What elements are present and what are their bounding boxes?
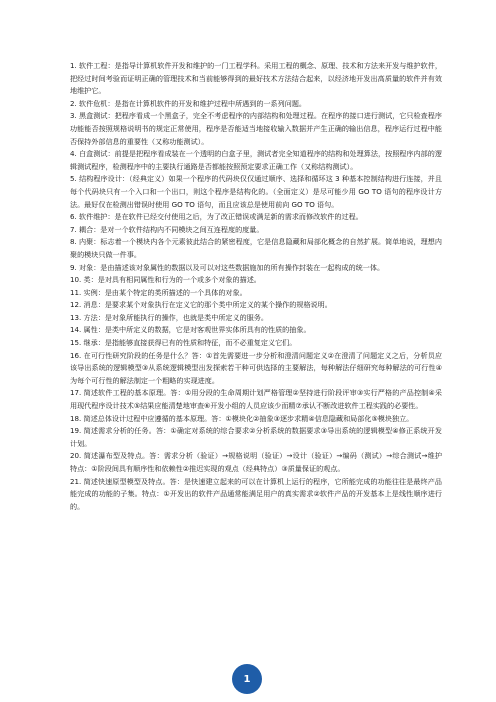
page-number-badge: 1 — [232, 664, 262, 694]
entry-16: 16. 在可行性研究阶段的任务是什么？答：①首先需要进一步分析和澄清问题定义②在澄清了问题定义之后，分析员应该导出系统的逻辑模型③从系统逻辑模型出发探索若干种可供选择的主要解法，每种解法仔细研究每种解法的可行性④为每个可行性的解法制定一个粗略的实现进度。 — [70, 350, 442, 385]
document-body — [70, 60, 450, 513]
entry-10: 10. 类：是对具有相同属性和行为的一个或多个对象的描述。 — [70, 275, 261, 285]
entry-4: 4. 白盒测试：前提是把程序看成装在一个透明的白盒子里，测试者完全知道程序的结构和处理算法，按照程序内部的逻辑测试程序，检测程序中的主要执行通路是否都能按照预定要求正确工作（又称结构测试）。 — [70, 149, 442, 171]
entry-18: 18. 简述总体设计过程中应遵循的基本原理。答：①模块化②抽象③逐步求精④信息隐藏和局部化⑤模块独立。 — [70, 413, 414, 423]
entry-12: 12. 消息：是要求某个对象执行在定义它的那个类中所定义的某个操作的规格说明。 — [70, 300, 332, 310]
entry-20: 20. 简述瀑布型及特点。答：需求分析（验证）→规格说明（验证）→设计（验证）→编码（测试）→综合测试→维护 特点：①阶段间具有顺序性和依赖性②推迟实现的观点（经典特点）③质量保证的观点。 — [70, 451, 450, 473]
entry-19: 19. 简述需求分析的任务。答：①确定对系统的综合要求②分析系统的数据要求③导出系统的逻辑模型④修正系统开发计划。 — [70, 426, 442, 448]
entry-1: 1. 软件工程：是指导计算机软件开发和维护的一门工程学科。采用工程的概念、原理、技术和方法来开发与维护软件，把经过时间考验而证明正确的管理技术和当前能够得到的最好技术方法结合起来，以经济地开发出高质量的软件并有效地维护它。 — [70, 61, 442, 96]
entry-7: 7. 耦合：是对一个软件结构内不同模块之间互连程度的度量。 — [70, 224, 264, 234]
entry-11: 11. 实例：是由某个特定的类所描述的一个具体的对象。 — [70, 287, 247, 297]
entry-14: 14. 属性：是类中所定义的数据，它是对客观世界实体所具有的性质的抽象。 — [70, 325, 311, 335]
entry-21: 21. 简述快速原型模型及特点。答：是快速建立起来的可以在计算机上运行的程序，它所能完成的功能往往是最终产品能完成的功能的子集。特点：①开发出的软件产品通常能满足用户的真实需求②软件产品的开发基本上是线性顺序进行的。 — [70, 476, 442, 511]
entry-9: 9. 对象：是由描述该对象属性的数据以及可以对这些数据施加的所有操作封装在一起构成的统一体。 — [70, 262, 385, 272]
entry-17: 17. 简述软件工程的基本原理。答：①用分段的生命周期计划严格管理②坚持进行阶段评审③实行严格的产品控制④采用现代程序设计技术⑤结果应能清楚地审查⑥开发小组的人员应该少而精⑦承认不断改进软件工程实践的必要性。 — [70, 388, 442, 411]
entry-5: 5. 结构程序设计：（经典定义）如果一个程序的代码块仅仅通过顺序、选择和循环这 3 种基本控制结构进行连接，并且每个代码块只有一个入口和一个出口，则这个程序是结构化的。（全面定义）是尽可能少用 GO TO 语句的程序设计方法。最好仅在检测出错误时使用 GO TO 语句，而且应该总是使用前向 GO TO 语句。 — [70, 174, 442, 209]
entry-15: 15. 继承：是指能够直接获得已有的性质和特征，而不必重复定义它们。 — [70, 338, 297, 348]
entry-8: 8. 内聚：标志着一个模块内各个元素彼此结合的紧密程度，它是信息隐藏和局部化概念的自然扩展。简单地说，理想内聚的模块只做一件事。 — [70, 237, 442, 259]
entry-6: 6. 软件维护：是在软件已经交付使用之后，为了改正错误或满足新的需求而修改软件的过程。 — [70, 212, 363, 222]
entry-3: 3. 黑盒测试：把程序看成一个黑盒子，完全不考虑程序的内部结构和处理过程。在程序的接口进行测试，它只检查程序功能能否按照规格说明书的规定正常使用，程序是否能适当地接收输入数据并产生正确的输出信息，程序运行过程中能否保持外部信息的重要性（又称功能测试）。 — [70, 111, 442, 146]
entry-13: 13. 方法：是对象所能执行的操作，也就是类中所定义的服务。 — [70, 312, 268, 322]
entry-2: 2. 软件危机：是指在计算机软件的开发和维护过程中所遇到的一系列问题。 — [70, 98, 307, 108]
